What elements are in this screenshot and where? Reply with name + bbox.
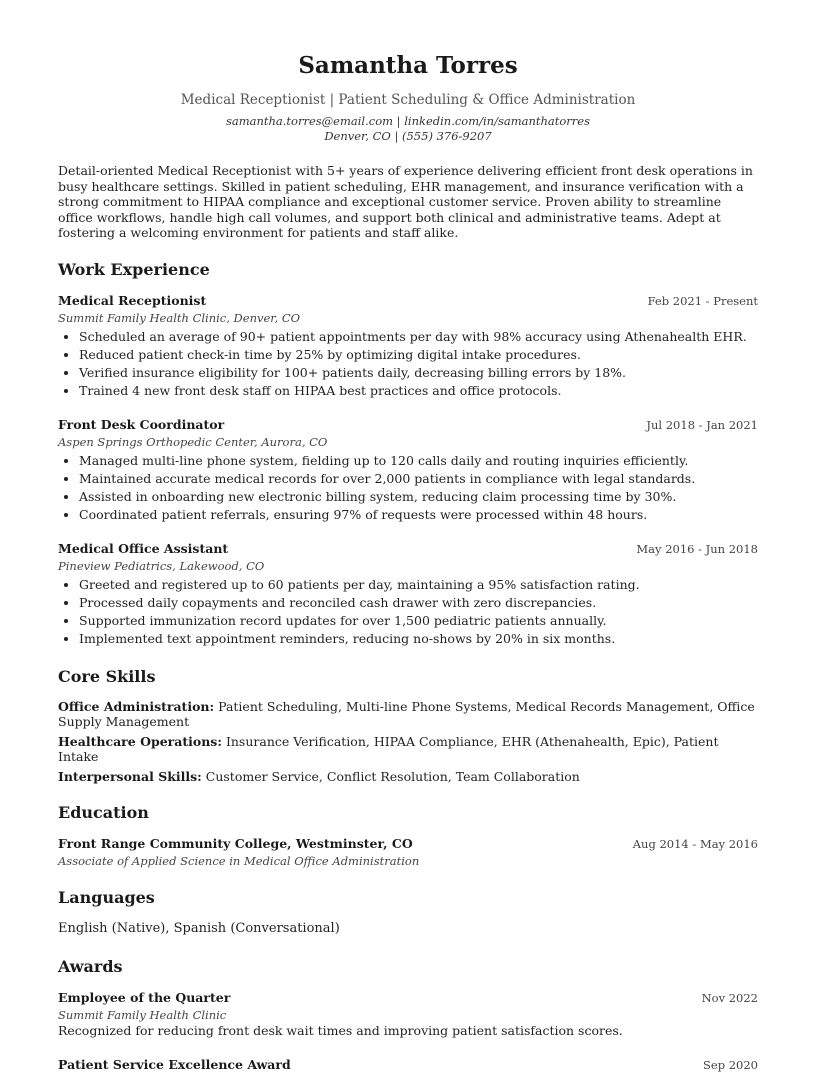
- skill-category: Interpersonal Skills:: [58, 768, 202, 784]
- skill-row: [58, 699, 758, 730]
- resume-header: [58, 52, 758, 144]
- employer: Aspen Springs Orthopedic Center, Aurora, CO: [58, 434, 328, 449]
- award-title: Employee of the Quarter: [58, 990, 231, 1006]
- job-bullet: • Coordinated patient referrals, ensuring 97% of requests were processed within 48 hours.: [79, 506, 758, 524]
- award-date: Nov 2022: [701, 991, 758, 1006]
- award-organization: Summit Family Health Clinic: [58, 1008, 227, 1023]
- award-entry: [58, 989, 758, 1039]
- candidate-name: Samantha Torres: [298, 52, 518, 79]
- job-bullet: • Greeted and registered up to 60 patients per day, maintaining a 95% satisfaction rating.: [79, 576, 758, 594]
- job-bullet: • Implemented text appointment reminders, reducing no-shows by 20% in six months.: [79, 630, 758, 648]
- job-title: Medical Receptionist: [58, 292, 207, 308]
- skill-row: [58, 734, 758, 765]
- section-title-core-skills: Core Skills: [58, 666, 156, 686]
- skill-list: Insurance Verification, HIPAA Compliance, EHR (Athenahealth, Epic), Patient Intake: [58, 733, 719, 765]
- contact-location-phone: Denver, CO | (555) 376-9207: [324, 129, 492, 143]
- job-bullet: • Verified insurance eligibility for 100+ patients daily, decreasing billing errors by 18%.: [79, 364, 758, 382]
- school-name: Front Range Community College, Westminster, CO: [58, 836, 413, 852]
- education-entry: [58, 835, 758, 869]
- contact-info: [58, 114, 758, 144]
- award-description: Recognized for reducing front desk wait times and improving patient satisfaction scores.: [58, 1023, 623, 1039]
- award-title: Patient Service Excellence Award: [58, 1057, 291, 1073]
- section-title-languages: Languages: [58, 888, 155, 908]
- job-bullet: • Trained 4 new front desk staff on HIPAA best practices and office protocols.: [79, 382, 758, 400]
- skill-list: Patient Scheduling, Multi-line Phone Systems, Medical Records Management, Office Supply Management: [58, 698, 755, 730]
- professional-headline: Medical Receptionist | Patient Scheduling & Office Administration: [180, 92, 636, 108]
- skill-category: Healthcare Operations:: [58, 733, 222, 749]
- job-bullet: • Managed multi-line phone system, fielding up to 120 calls daily and routing inquiries efficiently.: [79, 452, 758, 470]
- job-dates: Feb 2021 - Present: [647, 293, 758, 308]
- job-bullet: • Supported immunization record updates for over 1,500 pediatric patients annually.: [79, 612, 758, 630]
- contact-email-linkedin: samantha.torres@email.com | linkedin.com/in/samanthatorres: [225, 114, 591, 128]
- education-dates: Aug 2014 - May 2016: [632, 837, 758, 852]
- job-bullet: • Reduced patient check-in time by 25% by optimizing digital intake procedures.: [79, 346, 758, 364]
- experience-entry: [58, 540, 758, 648]
- section-title-awards: Awards: [58, 957, 123, 977]
- degree: Associate of Applied Science in Medical Office Administration: [58, 854, 420, 869]
- job-bullets: [58, 576, 758, 648]
- experience-entry: [58, 292, 758, 400]
- experience-entry: [58, 416, 758, 524]
- employer: Summit Family Health Clinic, Denver, CO: [58, 310, 301, 325]
- award-entry: [58, 1056, 758, 1074]
- section-title-education: Education: [58, 803, 149, 823]
- job-dates: Jul 2018 - Jan 2021: [646, 417, 758, 432]
- job-bullet: • Processed daily copayments and reconciled cash drawer with zero discrepancies.: [79, 594, 758, 612]
- skill-row: [58, 769, 758, 785]
- job-dates: May 2016 - Jun 2018: [636, 541, 758, 556]
- job-bullets: [58, 452, 758, 524]
- job-bullet: • Assisted in onboarding new electronic billing system, reducing claim processing time by 30%.: [79, 488, 758, 506]
- award-date: Sep 2020: [703, 1058, 758, 1073]
- job-bullet: • Scheduled an average of 90+ patient appointments per day with 98% accuracy using Athenahealth EHR.: [79, 328, 758, 346]
- professional-summary: Detail-oriented Medical Receptionist with 5+ years of experience delivering efficient front desk operations in busy healthcare settings. Skilled in patient scheduling, EHR management, and insurance verification with a strong commitment to HIPAA compliance and exceptional customer service. Proven ability to streamline office workflows, handle high call volumes, and support both clinical and administrative teams. Adept at fostering a welcoming environment for patients and staff alike.: [58, 163, 753, 241]
- skill-list: Customer Service, Conflict Resolution, Team Collaboration: [205, 768, 580, 784]
- job-title: Front Desk Coordinator: [58, 416, 225, 432]
- job-bullet: • Maintained accurate medical records for over 2,000 patients in compliance with legal standards.: [79, 470, 758, 488]
- languages-list: English (Native), Spanish (Conversational): [58, 921, 340, 937]
- job-bullets: [58, 328, 758, 400]
- job-title: Medical Office Assistant: [58, 540, 229, 556]
- section-title-work-experience: Work Experience: [58, 259, 210, 279]
- employer: Pineview Pediatrics, Lakewood, CO: [58, 558, 265, 573]
- skill-category: Office Administration:: [58, 698, 215, 714]
